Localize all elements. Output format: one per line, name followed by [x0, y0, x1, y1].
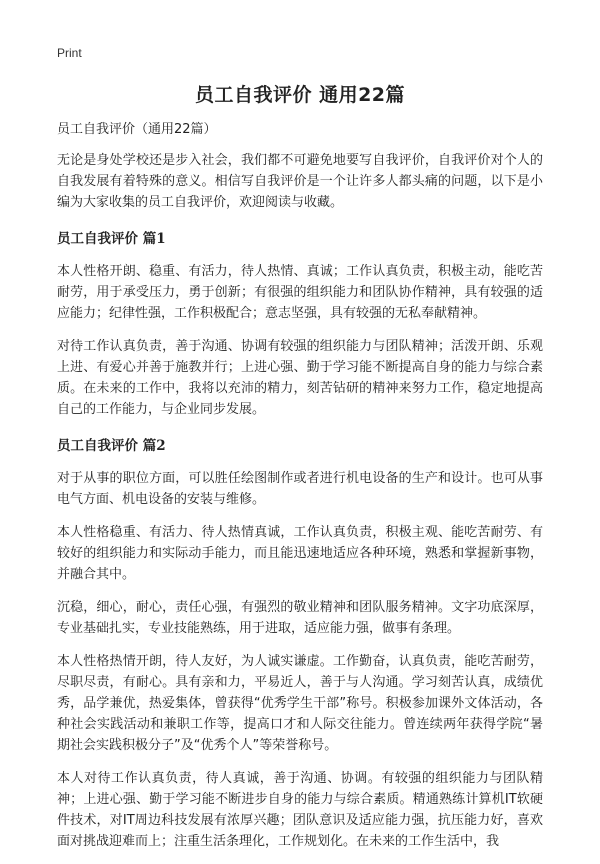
- print-link[interactable]: Print: [57, 46, 82, 60]
- section-heading-1: 员工自我评价 篇1: [57, 231, 166, 247]
- document-subtitle: 员工自我评价（通用22篇）: [57, 122, 217, 137]
- section-2-paragraph-2: 本人性格稳重、有活力、待人热情真诚，工作认真负责，积极主观、能吃苦耐劳、有较好的组织能力和实际动手能力，而且能迅速地适应各种环境，熟悉和掌握新事物，并融合其中。: [57, 525, 543, 582]
- intro-paragraph: 无论是身处学校还是步入社会，我们都不可避免地要写自我评价，自我评价对个人的自我发展有着特殊的意义。相信写自我评价是一个让许多人都头痛的问题，以下是小编为大家收集的员工自我评价，欢迎阅读与收藏。: [57, 153, 543, 210]
- section-1-paragraph-2: 对待工作认真负责，善于沟通、协调有较强的组织能力与团队精神；活泼开朗、乐观上进、有爱心并善于施教并行；上进心强、勤于学习能不断提高自身的能力与综合素质。在未来的工作中，我将以充沛的精力，刻苦钻研的精神来努力工作，稳定地提高自己的工作能力，与企业同步发展。: [57, 339, 543, 417]
- section-2-paragraph-5: 本人对待工作认真负责，待人真诚，善于沟通、协调。有较强的组织能力与团队精神；上进心强、勤于学习能不断进步自身的能力与综合素质。精通熟练计算机IT软硬件技术，对IT周边科技发展有浓厚兴趣；团队意识及适应能力强，抗压能力好，喜欢面对挑战迎难而上；注重生活条理化，工作规划化。在未来的工作生活中，我: [57, 771, 543, 849]
- section-heading-2: 员工自我评价 篇2: [57, 438, 166, 454]
- section-2-paragraph-3: 沉稳，细心，耐心，责任心强，有强烈的敬业精神和团队服务精神。文字功底深厚，专业基础扎实，专业技能熟练，用于进取，适应能力强，做事有条理。: [57, 600, 543, 636]
- section-1-paragraph-1: 本人性格开朗、稳重、有活力，待人热情、真诚；工作认真负责，积极主动，能吃苦耐劳，用于承受压力，勇于创新；有很强的组织能力和团队协作精神，具有较强的适应能力；纪律性强，工作积极配合；意志坚强，具有较强的无私奉献精神。: [57, 264, 543, 321]
- document-body: [57, 120, 543, 864]
- document-title: 员工自我评价 通用22篇: [194, 84, 406, 106]
- section-2-paragraph-4: 本人性格热情开朗，待人友好，为人诚实谦虚。工作勤奋，认真负责，能吃苦耐劳，尽职尽责，有耐心。具有亲和力，平易近人，善于与人沟通。学习刻苦认真，成绩优秀，品学兼优，热爱集体，曾获得“优秀学生干部”称号。积极参加课外文体活动，各种社会实践活动和兼职工作等，提高口才和人际交往能力。曾连续两年获得学院“暑期社会实践积极分子”及“优秀个人”等荣誉称号。: [57, 654, 543, 753]
- section-2-paragraph-1: 对于从事的职位方面，可以胜任绘图制作或者进行机电设备的生产和设计。也可从事电气方面、机电设备的安装与维修。: [57, 471, 543, 507]
